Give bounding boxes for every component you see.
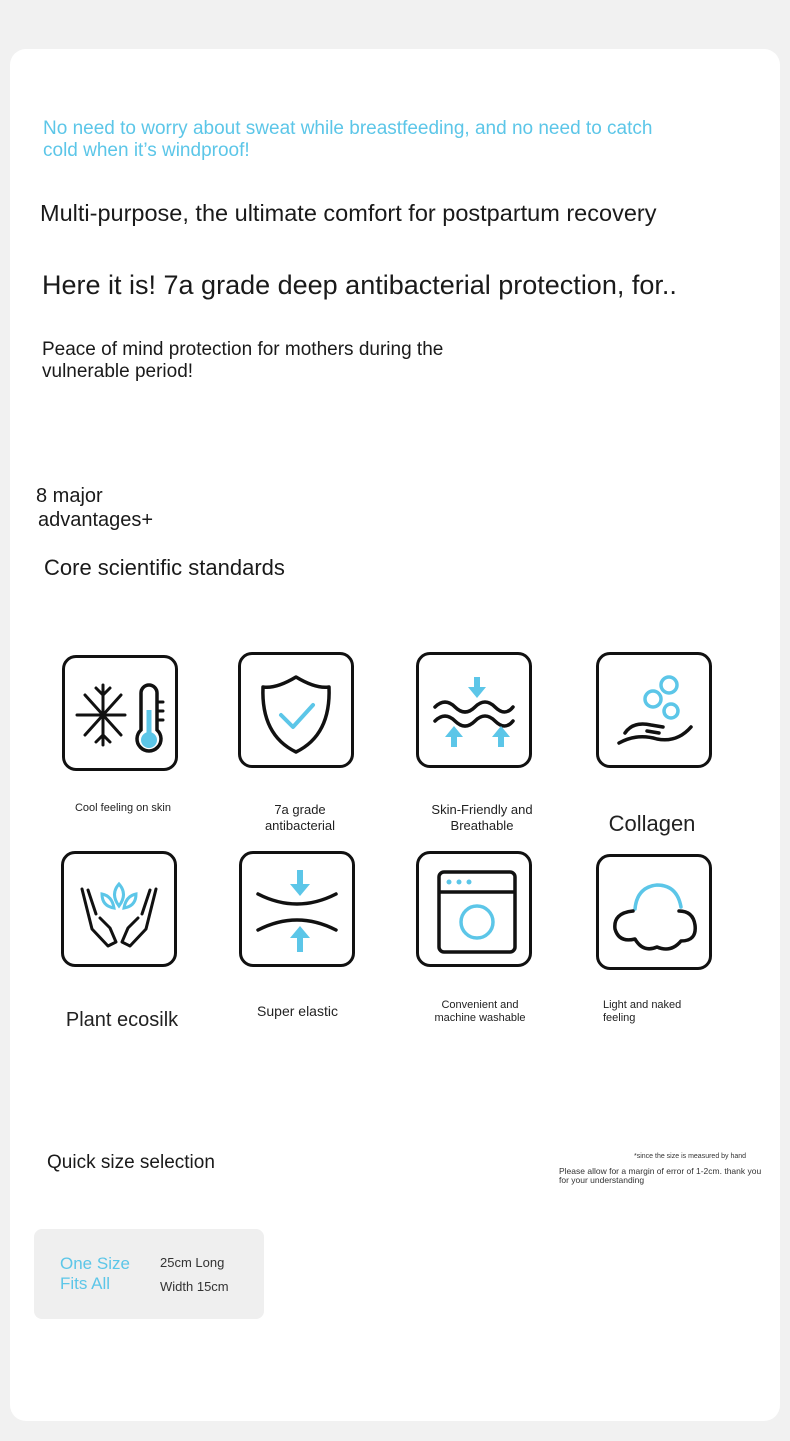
- feature-label-elastic: Super elastic: [257, 1003, 338, 1019]
- hand-bubbles-icon: [599, 655, 709, 765]
- compress-arrows-icon: [242, 854, 352, 964]
- waves-arrows-icon: [419, 655, 529, 765]
- headline-antibacterial: Here it is! 7a grade deep antibacterial protection, for..: [42, 270, 677, 300]
- size-note: Please allow for a margin of error of 1-2cm. thank you for your understanding: [559, 1166, 762, 1185]
- size-note-small: *since the size is measured by hand: [634, 1153, 747, 1160]
- feature-plant: [61, 851, 177, 967]
- headline-multipurpose: Multi-purpose, the ultimate comfort for postpartum recovery: [40, 200, 657, 226]
- size-section-title: Quick size selection: [47, 1152, 215, 1173]
- feature-label-breathable: Skin-Friendly and Breathable: [431, 802, 533, 833]
- feature-light: [596, 854, 712, 970]
- advantages-line1: 8 major: [36, 485, 103, 507]
- size-width: Width 15cm: [160, 1279, 229, 1294]
- cloud-icon: [599, 857, 709, 967]
- feature-antibacterial: [238, 652, 354, 768]
- feature-label-washable: Convenient and machine washable: [434, 999, 526, 1025]
- feature-washable: [416, 851, 532, 967]
- snowflake-thermometer-icon: [65, 658, 175, 768]
- size-length: 25cm Long: [160, 1255, 225, 1270]
- feature-collagen: [596, 652, 712, 768]
- washing-machine-icon: [419, 854, 529, 964]
- feature-label-plant: Plant ecosilk: [65, 1009, 179, 1031]
- feature-breathable: [416, 652, 532, 768]
- core-standards-heading: Core scientific standards: [44, 555, 285, 580]
- feature-cool: [62, 655, 178, 771]
- subhead-peace: Peace of mind protection for mothers during the vulnerable period!: [42, 339, 444, 382]
- feature-elastic: [239, 851, 355, 967]
- feature-label-cool: Cool feeling on skin: [74, 802, 171, 814]
- feature-label-light: Light and naked feeling: [603, 999, 682, 1025]
- size-card: [34, 1229, 264, 1319]
- feature-label-antibacterial: 7a grade antibacterial: [264, 802, 336, 833]
- headline-sweat: No need to worry about sweat while breastfeeding, and no need to catch cold when it’s windproof!: [43, 118, 653, 161]
- shield-check-icon: [241, 655, 351, 765]
- feature-label-collagen: Collagen: [608, 811, 696, 836]
- hands-leaves-icon: [64, 854, 174, 964]
- advantages-line2: advantages+: [38, 509, 154, 531]
- one-size-label: One Size Fits All: [60, 1254, 130, 1293]
